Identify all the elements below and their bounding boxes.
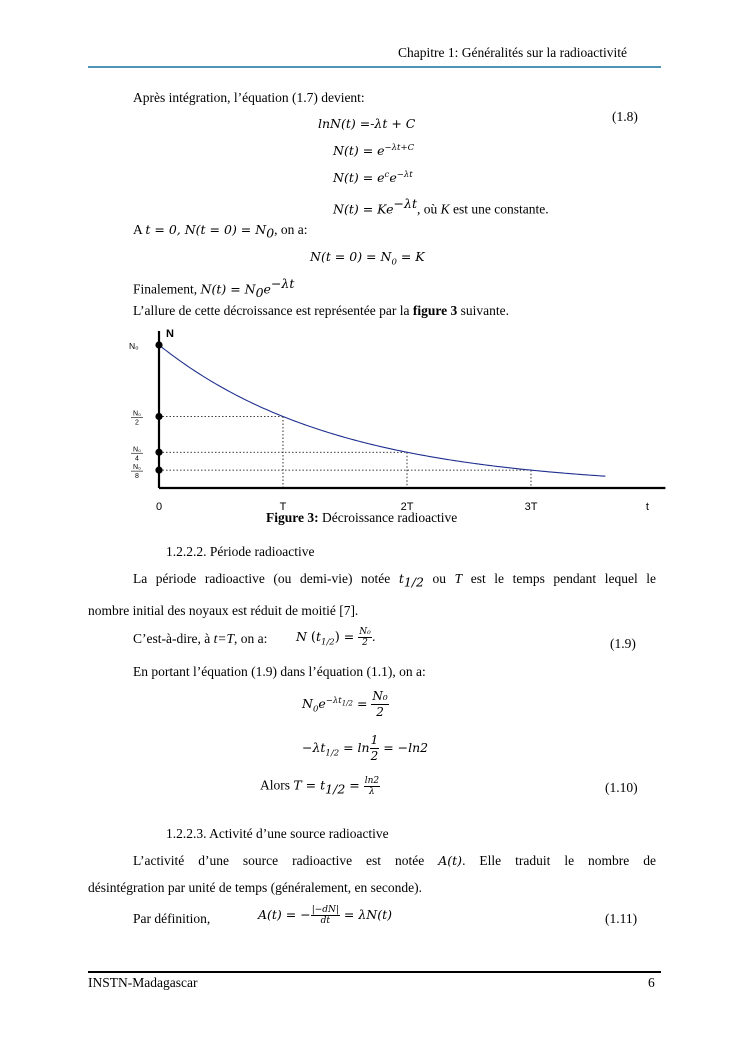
y-axis-point-1 bbox=[155, 413, 162, 420]
y-tick-label-3-den: 8 bbox=[135, 473, 139, 481]
paragraph-definition: Par définition, bbox=[133, 911, 211, 926]
y-tick-label-1-den: 2 bbox=[135, 419, 139, 427]
paragraph-finalement: Finalement, $N(t) = N_0e^{-\lambda t}$ bbox=[133, 276, 295, 301]
decay-curve bbox=[159, 345, 605, 476]
footer-rule bbox=[88, 971, 661, 973]
eq-1-10-number: (1.10) bbox=[605, 780, 638, 795]
eq-half-life-b: $-\lambda t_{1/2} = \ln$ $\frac{1}{2}$ = −ln2 bbox=[302, 733, 429, 763]
paragraph-activite-line1: L’activité d’une source radioactive est notée A(t). Elle traduit le nombre de bbox=[133, 853, 657, 868]
y-tick-label-2-num: N₀ bbox=[133, 446, 141, 454]
eq-1-11-number: (1.11) bbox=[605, 911, 638, 926]
footer-institution: INSTN-Madagascar bbox=[88, 975, 198, 990]
eq-1-8-line2: $N(t) = e^{-\lambda t+C}$ bbox=[333, 143, 415, 159]
x-tick-label-2: 2T bbox=[400, 501, 414, 513]
decay-chart bbox=[115, 325, 649, 515]
eq-1-11: A(t) = − $\frac{|-dN|}{dt}$ = λN(t) bbox=[258, 905, 393, 926]
paragraph-en-portant: En portant l’équation (1.9) dans l’équation (1.1), on a: bbox=[133, 664, 426, 679]
x-tick-label-4: t bbox=[645, 501, 649, 513]
y-tick-label-1-num: N₀ bbox=[133, 410, 141, 418]
paragraph-at-t0: A t = 0, $N(t = 0) = N_0$, on a: bbox=[133, 222, 308, 241]
y-tick-label-0: N₀ bbox=[129, 341, 139, 351]
y-axis-point-0 bbox=[155, 341, 162, 348]
y-tick-label-2-den: 4 bbox=[135, 455, 139, 463]
page-header-title: Chapitre 1: Généralités sur la radioactivité bbox=[398, 45, 628, 60]
x-tick-label-3: 3T bbox=[524, 501, 538, 513]
paragraph-periode-line1: La période radioactive (ou demi-vie) notée $t_{1/2}$ ou T est le temps pendant lequel le bbox=[133, 571, 657, 590]
paragraph-allure: L’allure de cette décroissance est représentée par la figure 3 suivante. bbox=[133, 303, 509, 318]
paragraph-cest-a-dire: C’est-à-dire, à t=T, on a: bbox=[133, 631, 268, 646]
section-heading-activite: 1.2.2.3. Activité d’une source radioactive bbox=[166, 826, 389, 841]
x-tick-label-0: 0 bbox=[155, 501, 163, 513]
paragraph-activite-line2: désintégration par unité de temps (généralement, en seconde). bbox=[88, 880, 422, 895]
paragraph-integration: Après intégration, l’équation (1.7) devient: bbox=[133, 90, 365, 105]
eq-1-8-number: (1.8) bbox=[612, 109, 638, 124]
eq-nt0: $N(t = 0) = N_0 = K$ bbox=[310, 249, 425, 268]
x-tick-label-1: T bbox=[279, 501, 287, 513]
y-tick-label-3-num: N₀ bbox=[133, 464, 141, 472]
eq-1-8-line1: lnN(t) =-λt + C bbox=[318, 116, 416, 131]
paragraph-periode-line2: nombre initial des noyaux est réduit de moitié [7]. bbox=[88, 603, 359, 618]
eq-1-8-line3: $N(t) = e^ce^{-\lambda t}$ bbox=[333, 170, 413, 186]
y-axis-point-3 bbox=[155, 467, 162, 474]
eq-half-life-a: $N_0e^{-\lambda t_{1/2}}$ = $\frac{\text{N₀}}{2}$ bbox=[302, 689, 388, 719]
header-rule bbox=[88, 66, 661, 68]
eq-1-8-line4: $N(t) = Ke^{-\lambda t}$, où K est une constante. bbox=[333, 196, 549, 217]
y-axis-label: N bbox=[166, 328, 174, 340]
eq-1-10: Alors $T = t_{1/2}$ = $\frac{\ln 2}{\lambda}$ bbox=[260, 776, 380, 797]
figure-caption: Figure 3: Décroissance radioactive bbox=[266, 510, 458, 525]
footer-page-number: 6 bbox=[648, 975, 655, 990]
eq-1-9: N $(t_{1/2})$ = $\frac{\text{N₀}}{2}$ . bbox=[296, 627, 376, 648]
eq-1-9-number: (1.9) bbox=[610, 636, 636, 651]
section-heading-periode: 1.2.2.2. Période radioactive bbox=[166, 544, 315, 559]
y-axis-point-2 bbox=[155, 449, 162, 456]
